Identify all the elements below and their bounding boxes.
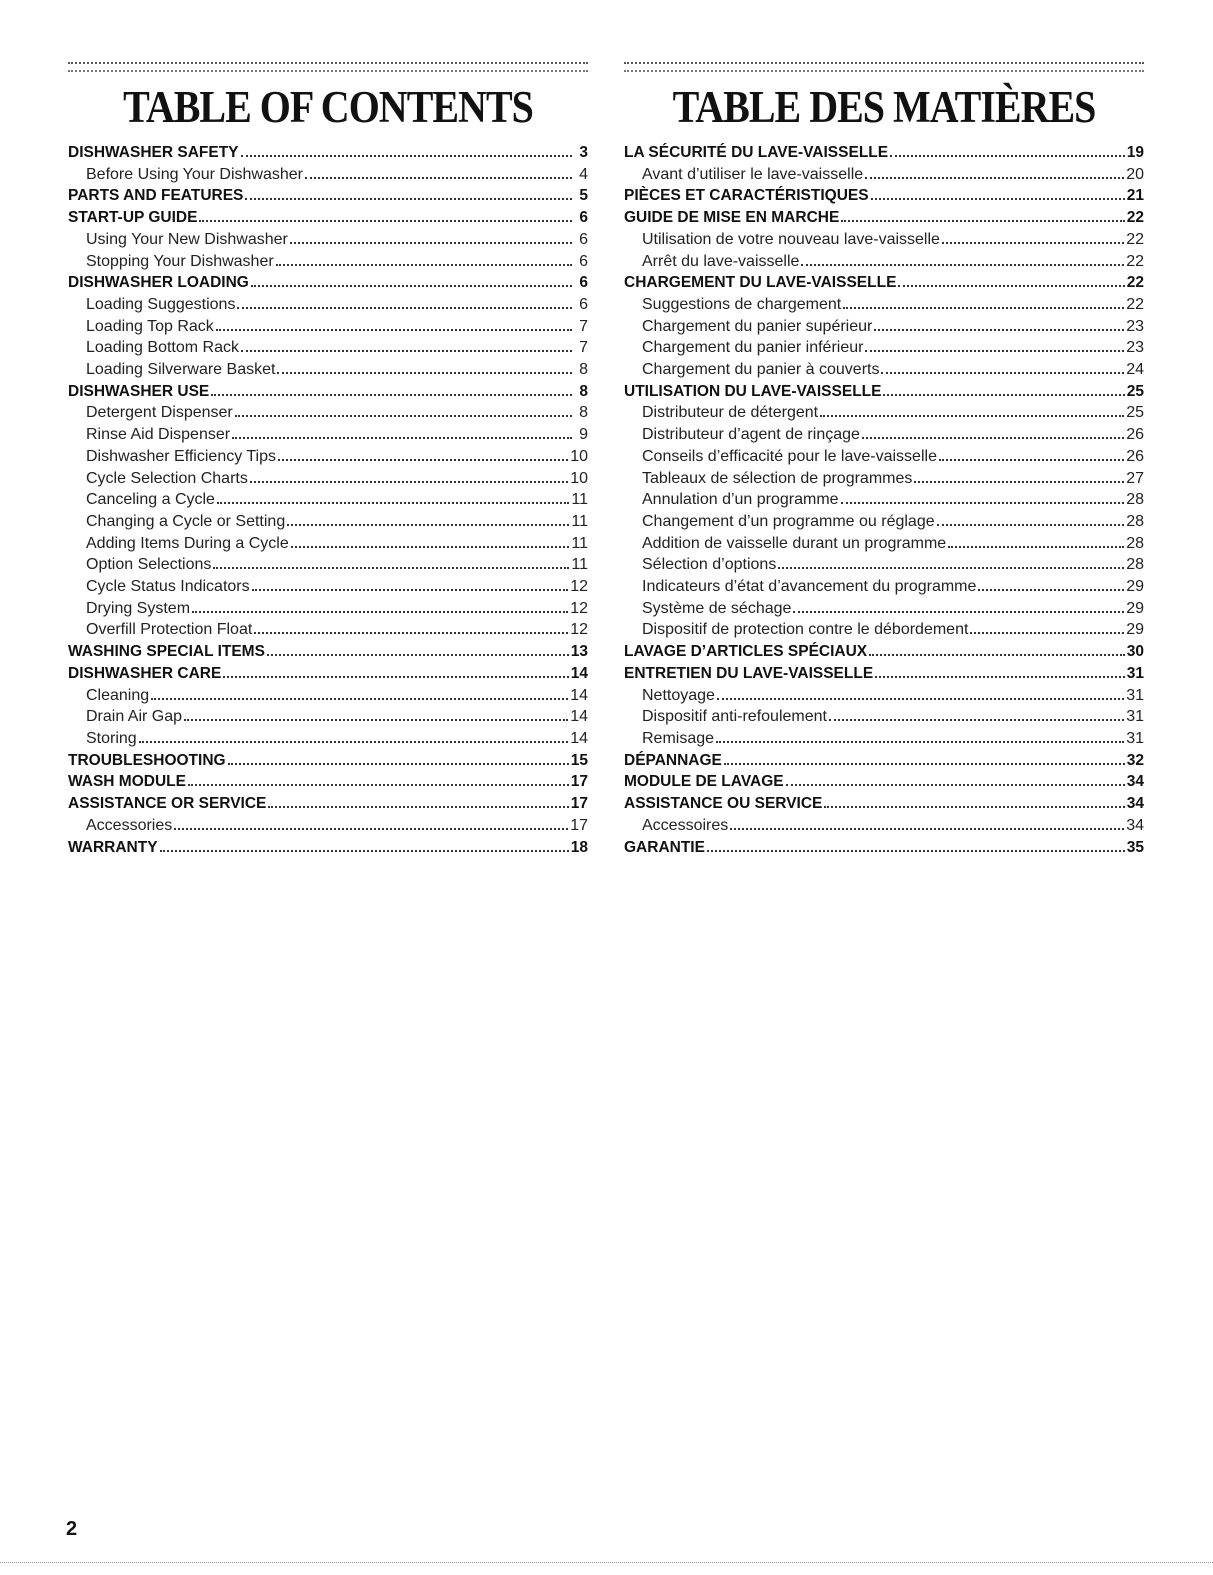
toc-entry-label: Canceling a Cycle: [86, 491, 215, 509]
english-toc-column: [68, 62, 588, 858]
toc-subsection-entry[interactable]: [624, 685, 1144, 707]
toc-entry-label: Cycle Selection Charts: [86, 469, 248, 487]
toc-entry-page: 6: [579, 295, 588, 313]
toc-entry-page: 28: [1126, 534, 1144, 552]
toc-entry-label: Loading Bottom Rack: [86, 339, 239, 357]
toc-section-entry[interactable]: [624, 793, 1144, 815]
toc-entry-page: 3: [579, 144, 588, 161]
toc-entry-label: Chargement du panier supérieur: [642, 317, 873, 335]
toc-entry-label: Dispositif de protection contre le débordement: [642, 621, 969, 639]
toc-entry-label: Annulation d’un programme: [642, 491, 839, 509]
toc-entry-page: 10: [570, 447, 588, 465]
english-toc-list: [68, 142, 588, 858]
toc-entry-page: 35: [1126, 838, 1144, 856]
toc-entry-label: ASSISTANCE OR SERVICE: [68, 795, 267, 813]
toc-entry-label: Indicateurs d’état d’avancement du programme: [642, 578, 977, 596]
dot-leader: [250, 480, 568, 483]
toc-entry-label: Storing: [86, 729, 137, 747]
toc-entry-page: 25: [1126, 382, 1144, 400]
dot-leader: [228, 762, 569, 765]
dot-leader: [267, 653, 569, 656]
toc-entry-page: 22: [1126, 230, 1144, 248]
toc-entry-label: DISHWASHER SAFETY: [68, 144, 239, 161]
toc-subsection-entry[interactable]: [624, 337, 1144, 359]
dot-leader: [829, 718, 1124, 721]
dot-leader: [237, 306, 572, 309]
toc-entry-label: Chargement du panier à couverts: [642, 361, 880, 379]
toc-entry-page: 11: [571, 556, 588, 574]
dot-leader: [268, 805, 568, 808]
toc-entry-label: TROUBLESHOOTING: [68, 751, 226, 769]
toc-entry-page: 7: [579, 339, 588, 357]
toc-entry-label: Drying System: [86, 599, 191, 617]
dot-leader: [287, 523, 569, 526]
toc-entry-page: 10: [570, 469, 588, 487]
toc-entry-page: 21: [1126, 187, 1144, 205]
toc-subsection-entry[interactable]: [624, 468, 1144, 490]
dot-leader: [251, 284, 572, 287]
dot-leader: [139, 740, 569, 743]
toc-entry-page: 22: [1126, 209, 1144, 227]
toc-entry-page: 19: [1126, 144, 1144, 161]
dot-leader: [820, 414, 1124, 417]
dot-leader: [290, 241, 572, 244]
toc-entry-label: Drain Air Gap: [86, 708, 183, 726]
toc-entry-label: DÉPANNAGE: [624, 751, 722, 769]
toc-subsection-entry[interactable]: [68, 489, 588, 511]
toc-subsection-entry[interactable]: [624, 446, 1144, 468]
toc-subsection-entry[interactable]: [624, 533, 1144, 555]
toc-entry-label: Remisage: [642, 729, 715, 747]
toc-section-entry[interactable]: [68, 663, 588, 685]
toc-section-entry[interactable]: [624, 771, 1144, 793]
toc-entry-label: PIÈCES ET CARACTÉRISTIQUES: [624, 187, 869, 205]
toc-entry-label: WASHING SPECIAL ITEMS: [68, 643, 265, 661]
dot-leader: [875, 675, 1125, 678]
toc-entry-label: Option Selections: [86, 556, 212, 574]
toc-entry-page: 11: [571, 534, 588, 552]
dot-leader: [160, 849, 569, 852]
toc-entry-label: Cycle Status Indicators: [86, 578, 250, 596]
header-dotted-rule: [624, 62, 1144, 72]
toc-entry-page: 22: [1126, 274, 1144, 292]
toc-entry-page: 14: [570, 708, 588, 726]
dot-leader: [241, 349, 572, 352]
toc-subsection-entry[interactable]: [68, 359, 588, 381]
toc-section-entry[interactable]: [624, 381, 1144, 403]
toc-subsection-entry[interactable]: [68, 554, 588, 576]
toc-entry-page: 29: [1126, 621, 1144, 639]
toc-subsection-entry[interactable]: [68, 164, 588, 186]
toc-entry-label: WASH MODULE: [68, 773, 186, 791]
toc-subsection-entry[interactable]: [68, 251, 588, 273]
toc-subsection-entry[interactable]: [68, 316, 588, 338]
toc-entry-label: Before Using Your Dishwasher: [86, 165, 304, 183]
dot-leader: [914, 480, 1124, 483]
toc-subsection-entry[interactable]: [624, 164, 1144, 186]
toc-entry-label: Detergent Dispenser: [86, 404, 233, 422]
dot-leader: [241, 154, 572, 157]
dot-leader: [970, 631, 1124, 634]
dot-leader: [291, 545, 570, 548]
dot-leader: [223, 675, 568, 678]
dot-leader: [724, 762, 1125, 765]
toc-entry-label: Rinse Aid Dispenser: [86, 426, 231, 444]
dot-leader: [942, 241, 1124, 244]
toc-entry-label: Tableaux de sélection de programmes: [642, 469, 913, 487]
toc-entry-page: 31: [1126, 708, 1144, 726]
toc-entry-page: 6: [579, 252, 588, 270]
toc-section-entry[interactable]: [68, 750, 588, 772]
toc-entry-page: 31: [1126, 686, 1144, 704]
toc-section-entry[interactable]: [68, 381, 588, 403]
toc-entry-label: Dishwasher Efficiency Tips: [86, 447, 276, 465]
toc-subsection-entry[interactable]: [624, 489, 1144, 511]
toc-subsection-entry[interactable]: [68, 402, 588, 424]
toc-subsection-entry[interactable]: [624, 316, 1144, 338]
dot-leader: [305, 176, 572, 179]
dot-leader: [865, 349, 1124, 352]
toc-section-entry[interactable]: [68, 771, 588, 793]
toc-entry-label: Conseils d’efficacité pour le lave-vaisselle: [642, 447, 937, 465]
toc-entry-page: 6: [579, 230, 588, 248]
toc-entry-page: 23: [1126, 339, 1144, 357]
toc-entry-label: Changement d’un programme ou réglage: [642, 512, 935, 530]
toc-entry-label: Sélection d’options: [642, 556, 777, 574]
toc-entry-page: 14: [570, 729, 588, 747]
toc-subsection-entry[interactable]: [624, 511, 1144, 533]
toc-section-entry[interactable]: [624, 185, 1144, 207]
toc-subsection-entry[interactable]: [624, 598, 1144, 620]
toc-entry-page: 12: [570, 621, 588, 639]
toc-entry-page: 13: [570, 643, 588, 661]
toc-subsection-entry[interactable]: [624, 706, 1144, 728]
toc-subsection-entry[interactable]: [68, 229, 588, 251]
toc-subsection-entry[interactable]: [68, 511, 588, 533]
toc-section-entry[interactable]: [68, 641, 588, 663]
english-toc-title: TABLE OF CONTENTS: [123, 80, 533, 133]
toc-entry-label: Adding Items During a Cycle: [86, 534, 289, 552]
dot-leader: [937, 523, 1125, 526]
toc-section-entry[interactable]: [624, 207, 1144, 229]
toc-entry-page: 9: [579, 426, 588, 444]
dot-leader: [217, 501, 569, 504]
dot-leader: [883, 393, 1124, 396]
toc-entry-label: LAVAGE D’ARTICLES SPÉCIAUX: [624, 643, 868, 661]
dot-leader: [192, 610, 568, 613]
toc-entry-page: 32: [1126, 751, 1144, 769]
dot-leader: [890, 154, 1125, 157]
toc-subsection-entry[interactable]: [624, 576, 1144, 598]
dot-leader: [824, 805, 1124, 808]
dot-leader: [778, 566, 1124, 569]
dot-leader: [277, 371, 572, 374]
dot-leader: [730, 827, 1124, 830]
toc-subsection-entry[interactable]: [68, 533, 588, 555]
dot-leader: [184, 718, 568, 721]
toc-section-entry[interactable]: [624, 641, 1144, 663]
toc-subsection-entry[interactable]: [68, 446, 588, 468]
toc-entry-page: 8: [579, 404, 588, 422]
toc-entry-label: UTILISATION DU LAVE-VAISSELLE: [624, 382, 882, 400]
toc-entry-page: 29: [1126, 578, 1144, 596]
toc-entry-label: PARTS AND FEATURES: [68, 187, 244, 205]
toc-entry-page: 14: [570, 664, 588, 682]
toc-section-entry[interactable]: [68, 185, 588, 207]
toc-entry-page: 17: [570, 816, 588, 834]
dot-leader: [707, 849, 1125, 852]
toc-entry-label: Stopping Your Dishwasher: [86, 252, 274, 270]
toc-entry-label: Distributeur de détergent: [642, 404, 819, 422]
toc-section-entry[interactable]: [68, 272, 588, 294]
dot-leader: [843, 306, 1124, 309]
toc-section-entry[interactable]: [68, 793, 588, 815]
dot-leader: [871, 197, 1125, 200]
toc-entry-label: ENTRETIEN DU LAVE-VAISSELLE: [624, 664, 874, 682]
toc-subsection-entry[interactable]: [68, 424, 588, 446]
french-toc-column: [624, 62, 1144, 858]
toc-entry-label: Distributeur d’agent de rinçage: [642, 426, 860, 444]
dot-leader: [869, 653, 1125, 656]
toc-entry-page: 8: [579, 361, 588, 379]
dot-leader: [939, 458, 1124, 461]
toc-entry-label: Loading Top Rack: [86, 317, 214, 335]
dot-leader: [874, 328, 1124, 331]
dot-leader: [717, 697, 1124, 700]
toc-section-entry[interactable]: [624, 272, 1144, 294]
toc-entry-label: Suggestions de chargement: [642, 295, 842, 313]
toc-subsection-entry[interactable]: [624, 251, 1144, 273]
toc-section-entry[interactable]: [624, 837, 1144, 859]
toc-entry-label: LA SÉCURITÉ DU LAVE-VAISSELLE: [624, 144, 889, 161]
toc-entry-page: 30: [1126, 643, 1144, 661]
dot-leader: [199, 219, 572, 222]
dot-leader: [716, 740, 1124, 743]
dot-leader: [278, 458, 568, 461]
toc-entry-label: ASSISTANCE OU SERVICE: [624, 795, 823, 813]
toc-entry-page: 28: [1126, 556, 1144, 574]
toc-entry-label: Arrêt du lave-vaisselle: [642, 252, 800, 270]
dot-leader: [232, 436, 572, 439]
toc-entry-page: 22: [1126, 295, 1144, 313]
toc-subsection-entry[interactable]: [68, 706, 588, 728]
dot-leader: [786, 783, 1125, 786]
toc-entry-page: 22: [1126, 252, 1144, 270]
toc-subsection-entry[interactable]: [68, 815, 588, 837]
toc-subsection-entry[interactable]: [624, 619, 1144, 641]
toc-entry-page: 11: [571, 491, 588, 509]
toc-entry-page: 7: [579, 317, 588, 335]
dot-leader: [235, 414, 572, 417]
toc-subsection-entry[interactable]: [624, 815, 1144, 837]
dot-leader: [898, 284, 1124, 287]
toc-subsection-entry[interactable]: [624, 424, 1144, 446]
dot-leader: [978, 588, 1124, 591]
dot-leader: [213, 566, 569, 569]
toc-entry-page: 23: [1126, 317, 1144, 335]
toc-entry-label: Système de séchage: [642, 599, 792, 617]
toc-subsection-entry[interactable]: [68, 337, 588, 359]
toc-entry-label: Chargement du panier inférieur: [642, 339, 864, 357]
toc-entry-label: Addition de vaisselle durant un programme: [642, 534, 947, 552]
toc-entry-page: 31: [1126, 664, 1144, 682]
toc-subsection-entry[interactable]: [624, 554, 1144, 576]
toc-entry-page: 11: [571, 512, 588, 530]
toc-entry-page: 5: [579, 187, 588, 205]
toc-entry-page: 26: [1126, 426, 1144, 444]
toc-entry-page: 6: [579, 209, 588, 227]
toc-entry-label: GUIDE DE MISE EN MARCHE: [624, 209, 840, 227]
toc-entry-label: Loading Silverware Basket: [86, 361, 276, 379]
toc-subsection-entry[interactable]: [624, 402, 1144, 424]
dot-leader: [276, 263, 572, 266]
header-dotted-rule: [68, 62, 588, 72]
dot-leader: [865, 176, 1124, 179]
toc-entry-label: WARRANTY: [68, 838, 158, 856]
toc-section-entry[interactable]: [68, 837, 588, 859]
dot-leader: [252, 588, 569, 591]
toc-entry-label: DISHWASHER CARE: [68, 664, 222, 682]
toc-entry-page: 17: [570, 773, 588, 791]
toc-entry-page: 25: [1126, 404, 1144, 422]
toc-section-entry[interactable]: [624, 750, 1144, 772]
toc-entry-page: 31: [1126, 729, 1144, 747]
dot-leader: [801, 263, 1124, 266]
toc-entry-label: Loading Suggestions: [86, 295, 236, 313]
toc-entry-page: 12: [570, 578, 588, 596]
toc-entry-label: Accessories: [86, 816, 173, 834]
dot-leader: [188, 783, 569, 786]
toc-entry-page: 8: [579, 382, 588, 400]
toc-entry-page: 17: [570, 795, 588, 813]
dot-leader: [881, 371, 1124, 374]
toc-entry-label: Dispositif anti-refoulement: [642, 708, 827, 726]
toc-subsection-entry[interactable]: [624, 359, 1144, 381]
toc-entry-page: 34: [1126, 795, 1144, 813]
toc-subsection-entry[interactable]: [624, 728, 1144, 750]
toc-subsection-entry[interactable]: [68, 598, 588, 620]
toc-entry-label: Utilisation de votre nouveau lave-vaisselle: [642, 230, 940, 248]
toc-entry-page: 27: [1126, 469, 1144, 487]
page-number: 2: [66, 1518, 78, 1540]
dot-leader: [216, 328, 572, 331]
french-toc-title: TABLE DES MATIÈRES: [672, 80, 1096, 133]
toc-entry-label: Using Your New Dishwasher: [86, 230, 288, 248]
toc-subsection-entry[interactable]: [624, 294, 1144, 316]
toc-entry-label: Changing a Cycle or Setting: [86, 512, 286, 530]
dot-leader: [254, 631, 568, 634]
toc-entry-page: 28: [1126, 491, 1144, 509]
toc-entry-page: 34: [1126, 816, 1144, 834]
toc-section-entry[interactable]: [68, 207, 588, 229]
dot-leader: [841, 501, 1125, 504]
toc-subsection-entry[interactable]: [68, 728, 588, 750]
dot-leader: [151, 697, 568, 700]
toc-entry-label: DISHWASHER USE: [68, 382, 210, 400]
toc-entry-page: 26: [1126, 447, 1144, 465]
toc-entry-label: DISHWASHER LOADING: [68, 274, 249, 292]
french-toc-list: [624, 142, 1144, 858]
dot-leader: [245, 197, 572, 200]
dot-leader: [948, 545, 1124, 548]
toc-entry-page: 20: [1126, 165, 1144, 183]
toc-entry-label: GARANTIE: [624, 838, 705, 856]
toc-entry-label: Nettoyage: [642, 686, 715, 704]
toc-entry-page: 28: [1126, 512, 1144, 530]
toc-entry-page: 4: [579, 165, 588, 183]
toc-entry-page: 12: [570, 599, 588, 617]
toc-section-entry[interactable]: [624, 663, 1144, 685]
toc-entry-label: Overfill Protection Float: [86, 621, 253, 639]
toc-entry-page: 6: [579, 274, 588, 292]
dot-leader: [793, 610, 1124, 613]
dot-leader: [862, 436, 1124, 439]
toc-entry-label: Accessoires: [642, 816, 729, 834]
toc-entry-label: MODULE DE LAVAGE: [624, 773, 784, 791]
toc-entry-label: Avant d’utiliser le lave-vaisselle: [642, 165, 864, 183]
toc-subsection-entry[interactable]: [68, 576, 588, 598]
toc-entry-page: 34: [1126, 773, 1144, 791]
toc-entry-page: 14: [570, 686, 588, 704]
dot-leader: [211, 393, 572, 396]
footer-dotted-rule: [0, 1562, 1213, 1563]
toc-subsection-entry[interactable]: [68, 685, 588, 707]
toc-subsection-entry[interactable]: [68, 468, 588, 490]
toc-entry-label: Cleaning: [86, 686, 150, 704]
toc-entry-page: 24: [1126, 361, 1144, 379]
toc-entry-page: 18: [570, 838, 588, 856]
toc-entry-page: 29: [1126, 599, 1144, 617]
toc-entry-label: START-UP GUIDE: [68, 209, 198, 227]
toc-subsection-entry[interactable]: [68, 619, 588, 641]
dot-leader: [841, 219, 1124, 222]
toc-entry-page: 15: [570, 751, 588, 769]
toc-entry-label: CHARGEMENT DU LAVE-VAISSELLE: [624, 274, 897, 292]
toc-subsection-entry[interactable]: [68, 294, 588, 316]
dot-leader: [174, 827, 568, 830]
toc-subsection-entry[interactable]: [624, 229, 1144, 251]
